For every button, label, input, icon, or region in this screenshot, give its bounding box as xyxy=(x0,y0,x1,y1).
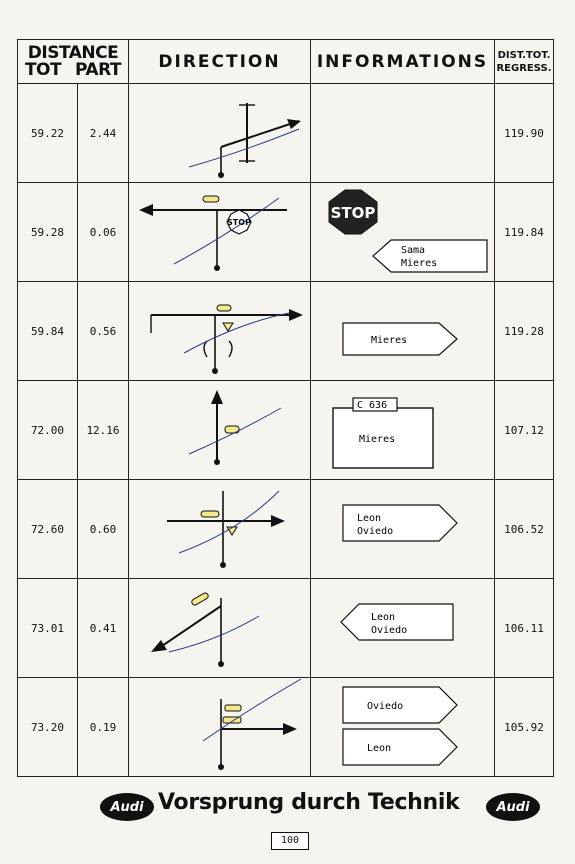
table-row xyxy=(18,183,554,282)
info-cell xyxy=(311,84,495,183)
info-diagram xyxy=(311,580,493,677)
direction-cell xyxy=(129,84,311,183)
header-row xyxy=(18,40,554,84)
info-cell xyxy=(311,282,495,381)
part-cell: 0.06 xyxy=(78,183,129,282)
part-label: PART xyxy=(75,59,122,80)
info-cell xyxy=(311,579,495,678)
regress-cell: 119.84 xyxy=(495,183,554,282)
roadbook-table xyxy=(17,39,554,777)
tot-cell: 72.00 xyxy=(18,381,78,480)
dist-tot-label: DIST.TOT. xyxy=(497,49,551,61)
tulip-diagram xyxy=(129,85,309,182)
direction-cell xyxy=(129,282,311,381)
regress-label: REGRESS. xyxy=(496,62,552,74)
direction-cell xyxy=(129,480,311,579)
sign-line: Mieres xyxy=(401,257,438,269)
audi-logo-right: Audi xyxy=(486,793,540,821)
road-number: C 636 xyxy=(357,399,388,411)
regress-cell: 119.28 xyxy=(495,282,554,381)
tulip-diagram xyxy=(129,580,309,677)
info-cell xyxy=(311,183,495,282)
direction-cell xyxy=(129,579,311,678)
table-row xyxy=(18,84,554,183)
info-cell xyxy=(311,678,495,777)
info-diagram xyxy=(311,283,493,380)
tot-cell: 73.20 xyxy=(18,678,78,777)
stop-sign-label: STOP xyxy=(330,203,376,222)
distance-label: DISTANCE xyxy=(27,42,119,63)
tulip-diagram xyxy=(129,283,309,380)
direction-cell xyxy=(129,381,311,480)
tot-label: TOT xyxy=(24,59,62,80)
table-row xyxy=(18,381,554,480)
sign-line: Oviedo xyxy=(367,700,404,712)
part-cell: 12.16 xyxy=(78,381,129,480)
distance-header xyxy=(18,40,129,84)
slogan: Vorsprung durch Technik xyxy=(158,790,460,815)
audi-logo-left: Audi xyxy=(100,793,154,821)
mini-stop-label: STOP xyxy=(227,217,251,227)
regress-cell: 106.11 xyxy=(495,579,554,678)
info-diagram xyxy=(311,184,493,281)
sign-line: Oviedo xyxy=(371,624,408,636)
sign-line: Leon xyxy=(367,742,392,754)
info-cell xyxy=(311,480,495,579)
table-row xyxy=(18,678,554,777)
tulip-diagram xyxy=(129,382,309,479)
info-diagram xyxy=(311,382,493,479)
informations-header: INFORMATIONS xyxy=(311,40,495,84)
tot-cell: 59.28 xyxy=(18,183,78,282)
part-cell: 0.41 xyxy=(78,579,129,678)
part-cell: 0.56 xyxy=(78,282,129,381)
direction-cell xyxy=(129,183,311,282)
part-cell: 0.19 xyxy=(78,678,129,777)
sign-line: Leon xyxy=(371,611,396,623)
info-diagram xyxy=(311,679,493,776)
info-cell xyxy=(311,381,495,480)
tulip-diagram xyxy=(129,184,309,281)
tulip-diagram xyxy=(129,481,309,578)
table-row xyxy=(18,282,554,381)
sign-line: Sama xyxy=(401,244,426,256)
part-cell: 0.60 xyxy=(78,480,129,579)
table-row xyxy=(18,480,554,579)
part-cell: 2.44 xyxy=(78,84,129,183)
regress-header xyxy=(495,40,554,84)
sign-line: Oviedo xyxy=(357,525,394,537)
regress-cell: 105.92 xyxy=(495,678,554,777)
page-number: 100 xyxy=(271,832,309,850)
sign-line: Mieres xyxy=(371,334,408,346)
sign-line: Leon xyxy=(357,512,382,524)
tot-cell: 59.84 xyxy=(18,282,78,381)
tot-cell: 59.22 xyxy=(18,84,78,183)
tot-cell: 73.01 xyxy=(18,579,78,678)
table-row xyxy=(18,579,554,678)
regress-cell: 106.52 xyxy=(495,480,554,579)
direction-header: DIRECTION xyxy=(129,40,311,84)
sign-line: Mieres xyxy=(359,433,396,445)
tot-cell: 72.60 xyxy=(18,480,78,579)
regress-cell: 119.90 xyxy=(495,84,554,183)
info-diagram xyxy=(311,481,493,578)
tulip-diagram xyxy=(129,679,309,776)
regress-cell: 107.12 xyxy=(495,381,554,480)
direction-cell xyxy=(129,678,311,777)
